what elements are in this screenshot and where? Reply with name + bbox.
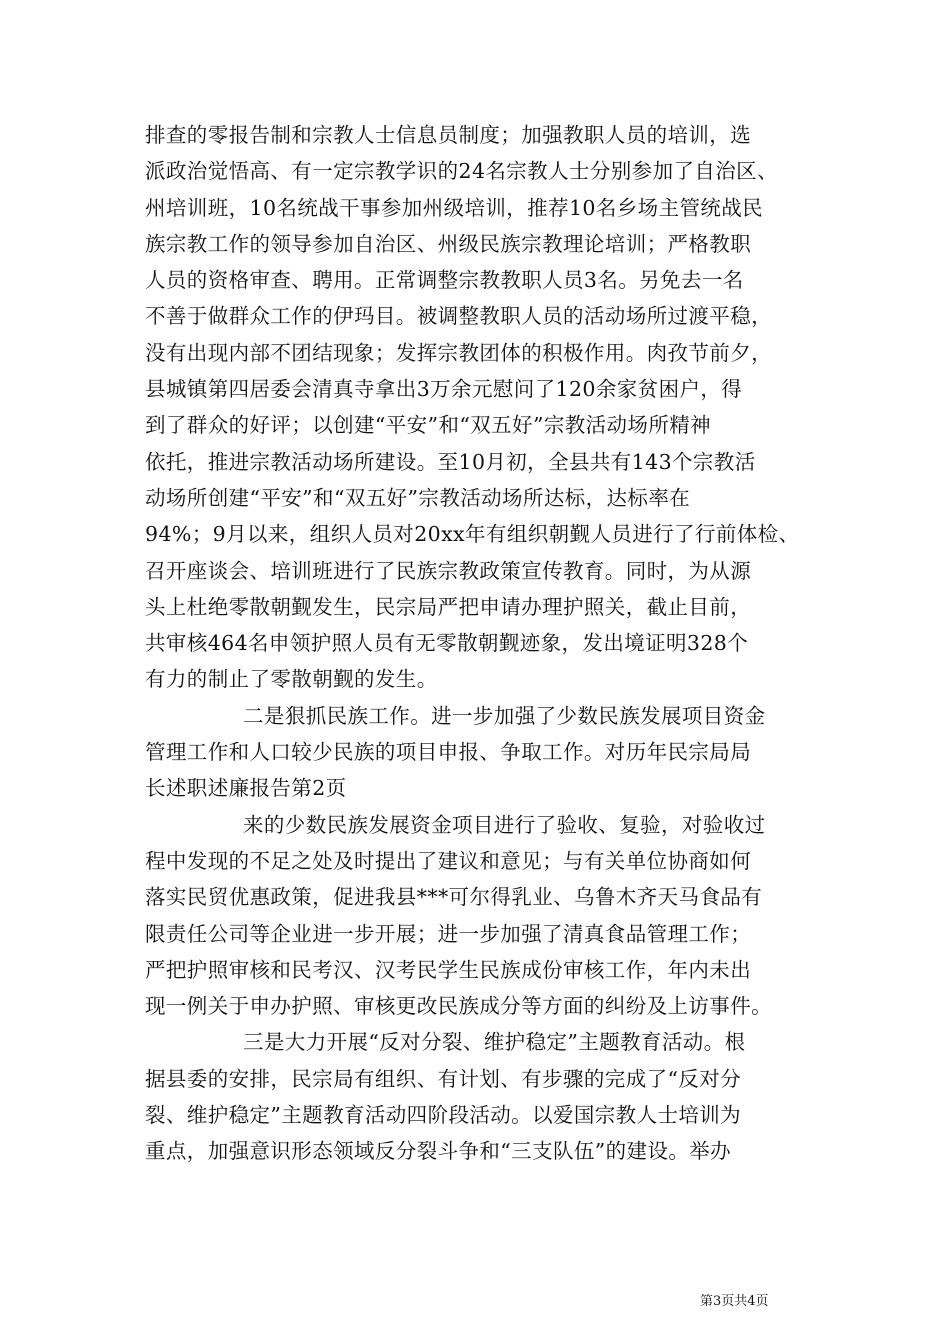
paragraph-start-line: 来的少数民族发展资金项目进行了验收、复验，对验收过 [243,812,766,837]
text-line: 到了群众的好评；以创建“平安”和“双五好”宗教活动场所精神 [145,413,712,438]
text-line: 管理工作和人口较少民族的项目申报、争取工作。对历年民宗局局 [145,740,752,765]
text-line: 头上杜绝零散朝觐发生，民宗局严把申请办理护照关，截止目前， [145,594,752,619]
text-line: 派政治觉悟高、有一定宗教学识的24名宗教人士分别参加了自治区、 [145,159,778,184]
text-line: 落实民贸优惠政策，促进我县***可尔得乳业、乌鲁木齐天马食品有 [145,885,763,910]
paragraph-start-line: 三是大力开展“反对分裂、维护稳定”主题教育活动。根 [243,1030,746,1055]
text-line: 没有出现内部不团结现象；发挥宗教团体的积极作用。肉孜节前夕， [145,340,772,365]
text-line: 县城镇第四居委会清真寺拿出3万余元慰问了120余家贫困户，得 [145,377,743,402]
text-line: 严把护照审核和民考汉、汉考民学生民族成份审核工作，年内未出 [145,957,752,982]
text-line: 依托，推进宗教活动场所建设。至10月初，全县共有143个宗教活 [145,449,756,474]
text-line: 共审核464名申领护照人员有无零散朝觐迹象，发出境证明328个 [145,631,749,656]
text-line: 动场所创建“平安”和“双五好”宗教活动场所达标，达标率在 [145,485,691,510]
text-line: 长述职述廉报告第2页 [145,776,347,801]
text-line: 有力的制止了零散朝觐的发生。 [145,667,438,692]
text-line: 限责任公司等企业进一步开展；进一步加强了清真食品管理工作； [145,921,752,946]
text-line: 裂、维护稳定”主题教育活动四阶段活动。以爱国宗教人士培训为 [145,1103,742,1128]
text-line: 召开座谈会、培训班进行了民族宗教政策宣传教育。同时，为从源 [145,558,752,583]
text-line: 州培训班，10名统战干事参加州级培训，推荐10名乡场主管统战民 [145,195,764,220]
text-line: 程中发现的不足之处及时提出了建议和意见；与有关单位协商如何 [145,848,752,873]
text-line: 94%；9月以来，组织人员对20xx年有组织朝觐人员进行了行前体检、 [145,522,800,547]
text-line: 人员的资格审查、聘用。正常调整宗教教职人员3名。另免去一名 [145,268,744,293]
paragraph-start-line: 二是狠抓民族工作。进一步加强了少数民族发展项目资金 [243,703,766,728]
text-line: 据县委的安排，民宗局有组织、有计划、有步骤的完成了“反对分 [145,1066,742,1091]
text-line: 重点，加强意识形态领域反分裂斗争和“三支队伍”的建设。举办 [145,1139,732,1164]
text-line: 族宗教工作的领导参加自治区、州级民族宗教理论培训；严格教职 [145,231,752,256]
text-line: 不善于做群众工作的伊玛目。被调整教职人员的活动场所过渡平稳， [145,304,772,329]
text-line: 现一例关于申办护照、审核更改民族成分等方面的纠纷及上访事件。 [145,994,772,1019]
body-text [145,117,815,1170]
page-number-footer: 第3页共4页 [700,1294,769,1309]
text-line: 排查的零报告制和宗教人士信息员制度；加强教职人员的培训，选 [145,123,752,147]
